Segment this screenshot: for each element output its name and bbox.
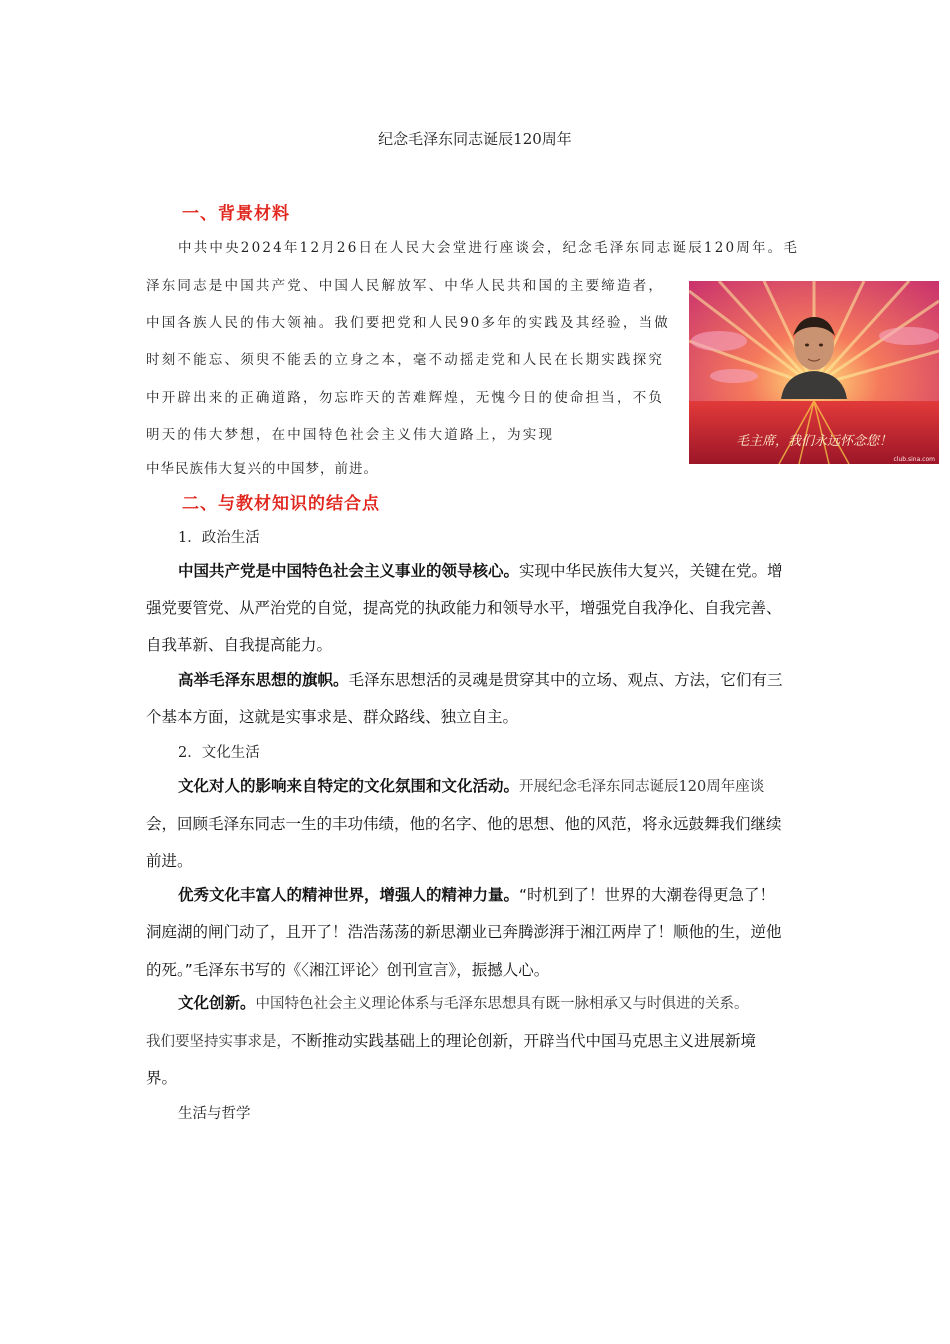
para-1-line-2: 强党要管党、从严治党的自觉，提高党的执政能力和领导水平，增强党自我净化、自我完善、 — [146, 599, 782, 617]
para-2-line-2: 个基本方面，这就是实事求是、群众路线、独立自主。 — [146, 708, 519, 726]
bg-line-6: 明天的伟大梦想，在中国特色社会主义伟大道路上，为实现 — [146, 427, 555, 443]
image-watermark: club.sina.com — [893, 456, 935, 463]
bg-line-2: 泽东同志是中国共产党、中国人民解放军、中华人民共和国的主要缔造者， — [146, 278, 665, 294]
bg-line-4: 时刻不能忘、须臾不能丢的立身之本，毫不动摇走党和人民在长期实践探究 — [146, 352, 665, 368]
para-1-line-1: 中国共产党是中国特色社会主义事业的领导核心。实现中华民族伟大复兴，关键在党。增 — [178, 562, 783, 580]
image-banner-text: 毛主席，我们永远怀念您！ — [735, 434, 893, 449]
para-5-line-2: 我们要坚持实事求是，不断推动实践基础上的理论创新，开辟当代中国马克思主义进展新境 — [146, 1032, 757, 1050]
bg-line-5: 中开辟出来的正确道路，勿忘昨天的苦难辉煌，无愧今日的使命担当，不负 — [146, 390, 665, 406]
bg-line-1: 中共中央2024年12月26日在人民大会堂进行座谈会，纪念毛泽东同志诞辰120周年。毛 — [178, 240, 800, 256]
bg-line-3: 中国各族人民的伟大领袖。我们要把党和人民90多年的实践及其经验，当做 — [146, 315, 670, 331]
bg-line-7: 中华民族伟大复兴的中国梦，前进。 — [146, 461, 378, 477]
section-heading-background: 一、背景材料 — [182, 204, 290, 224]
para-4-line-1: 优秀文化丰富人的精神世界，增强人的精神力量。“时机到了！世界的大潮卷得更急了！ — [178, 886, 776, 904]
para-4-line-2: 洞庭湖的闸门动了，且开了！浩浩荡荡的新思潮业已奔腾澎湃于湘江两岸了！顺他的生，逆他 — [146, 923, 782, 941]
subheading-culture: 2．文化生活 — [178, 745, 260, 761]
para-5-line-1: 文化创新。中国特色社会主义理论体系与毛泽东思想具有既一脉相承又与时俱进的关系。 — [178, 994, 749, 1012]
section-heading-knowledge: 二、与教材知识的结合点 — [182, 494, 380, 514]
para-3-line-2: 会，回顾毛泽东同志一生的丰功伟绩，他的名字、他的思想、他的风范，将永远鼓舞我们继续 — [146, 815, 782, 833]
commemorative-portrait-image — [689, 281, 939, 464]
para-2-line-1: 高举毛泽东思想的旗帜。毛泽东思想活的灵魂是贯穿其中的立场、观点、方法，它们有三 — [178, 671, 783, 689]
page-title: 纪念毛泽东同志诞辰120周年 — [378, 130, 572, 148]
subheading-politics: 1．政治生活 — [178, 530, 260, 546]
para-4-line-3: 的死。”毛泽东书写的《〈湘江评论〉创刊宣言》，振撼人心。 — [146, 961, 550, 979]
para-5-line-3: 界。 — [146, 1069, 178, 1087]
para-1-line-3: 自我革新、自我提高能力。 — [146, 636, 333, 654]
para-3-line-1: 文化对人的影响来自特定的文化氛围和文化活动。开展纪念毛泽东同志诞辰120周年座谈 — [178, 777, 765, 795]
para-3-line-3: 前进。 — [146, 852, 193, 870]
subheading-philosophy: 生活与哲学 — [178, 1106, 251, 1122]
